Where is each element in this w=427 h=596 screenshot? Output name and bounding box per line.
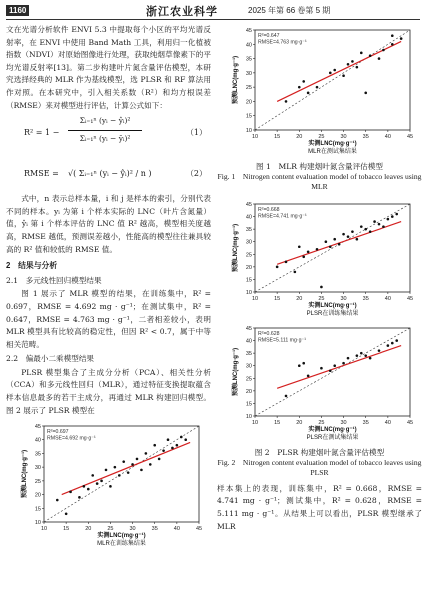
annotation-text: R²=0.668 — [258, 206, 280, 213]
y-tick-label: 40 — [34, 437, 41, 444]
paragraph-methods: 文在光谱分析软件 ENVI 5.3 中提取每个小区的平均光谱反射率，在 ENVI 中使用 Band Math 工具，利用归一化植被指数（NDVI）对原始图像进行处理，获取纯烟草像素下的平均光谱反射率[13]。第二步构建叶片氮含量评估模型，本研究选择经典的 MLR 作为基线模型，选 PLSR 和 RF 算法用作对照。在本研究中，引入相关系数（R²）和均方根误差（RMSE）来对模型进行评估，计算公式如下： — [6, 25, 211, 110]
paragraph-mlr: 图 1 展示了 MLR 模型的结果，在训练集中，R² = 0.697，RMSE = 4.692 mg · g⁻¹；在测试集中，R² = 0.647，RMSE = 4.763 mg · g⁻¹，二者相差较小，表明 MLR 模型具有比较高的稳定性，但因 R² < 0.7，属于中等相关范畴。 — [6, 289, 211, 349]
x-tick-label: 15 — [274, 420, 281, 427]
data-point — [395, 339, 398, 342]
data-point — [378, 350, 381, 353]
x-tick-label: 10 — [251, 295, 259, 302]
figure1-test-chart — [217, 24, 422, 161]
y-tick-label: 30 — [34, 465, 41, 472]
data-point — [378, 57, 381, 60]
left-column — [6, 24, 211, 553]
annotation-text: RMSE=4.741 mg·g⁻¹ — [258, 213, 307, 220]
data-point — [176, 444, 179, 447]
data-point — [145, 452, 148, 455]
data-point — [285, 260, 288, 263]
figure2-train-chart — [217, 198, 422, 323]
x-tick-label: 25 — [107, 526, 114, 533]
y-tick-label: 35 — [245, 56, 252, 63]
data-point — [378, 222, 381, 225]
x-tick-label: 45 — [406, 134, 414, 140]
x-axis-label: 实测LNC(mg·g⁻¹) — [308, 141, 357, 147]
x-tick-label: 20 — [296, 295, 303, 302]
fit-line — [62, 443, 190, 495]
issue-info: 2025 年第 66 卷第 5 期 — [248, 6, 331, 15]
data-point — [351, 230, 354, 233]
x-tick-label: 30 — [129, 526, 136, 533]
data-point — [391, 215, 394, 218]
data-point — [285, 395, 288, 398]
data-point — [338, 243, 341, 246]
equation-r2-denominator: Σᵢ₌₁ⁿ (yᵢ − ȳᵢ)² — [79, 133, 131, 143]
data-point — [171, 447, 174, 450]
y-tick-label: 10 — [245, 289, 252, 296]
equation-r2-numerator: Σᵢ₌₁ⁿ (yᵢ − ŷᵢ)² — [79, 116, 131, 126]
y-tick-label: 10 — [245, 128, 252, 134]
data-point — [180, 436, 183, 439]
annotation-text: RMSE=4.763 mg·g⁻¹ — [258, 39, 307, 46]
header-rule — [6, 19, 420, 20]
section-heading-results: 2 结果与分析 — [6, 261, 58, 271]
figure1-caption-cn: 图 1 MLR 构建烟叶氮含量评估模型 — [256, 161, 383, 171]
data-point — [382, 49, 385, 52]
chart-plsr-test — [217, 322, 422, 442]
y-tick-label: 30 — [245, 363, 252, 370]
chart-plsr-train — [217, 198, 422, 318]
y-tick-label: 15 — [34, 506, 41, 513]
y-tick-label: 15 — [245, 277, 252, 284]
chart-subtitle: MLR在训练集结果 — [97, 541, 146, 548]
data-point — [302, 80, 305, 83]
data-point — [298, 365, 301, 368]
x-axis-label: 实测LNC(mg·g⁻¹) — [308, 427, 357, 434]
x-tick-label: 35 — [362, 295, 369, 302]
y-tick-label: 45 — [245, 326, 252, 333]
subsection-heading-plsr: 2.2 偏最小二乘模型结果 — [6, 354, 95, 364]
annotation-text: R²=0.647 — [258, 33, 280, 39]
data-point — [356, 355, 359, 358]
data-point — [373, 220, 376, 223]
data-point — [298, 86, 301, 89]
data-point — [140, 469, 143, 472]
y-tick-label: 25 — [245, 251, 252, 258]
y-tick-label: 25 — [245, 85, 252, 92]
data-point — [333, 237, 336, 240]
y-tick-label: 15 — [245, 113, 252, 120]
data-point — [298, 245, 301, 248]
journal-title: 浙江农业科学 — [146, 5, 218, 18]
data-point — [96, 483, 99, 486]
figure2-caption-cn: 图 2 PLSR 构建烟叶氮含量评估模型 — [254, 447, 385, 457]
y-tick-label: 40 — [245, 42, 252, 49]
data-point — [400, 37, 403, 40]
data-point — [369, 357, 372, 360]
annotation-text: R²=0.628 — [258, 331, 280, 338]
data-point — [325, 240, 328, 243]
data-point — [105, 469, 108, 472]
equation-r2-number: （1） — [185, 128, 207, 138]
y-tick-label: 45 — [245, 28, 252, 34]
data-point — [122, 461, 125, 464]
y-tick-label: 20 — [245, 389, 252, 396]
y-tick-label: 30 — [245, 70, 252, 77]
equation-rmse — [6, 156, 211, 190]
annotation-text: RMSE=5.111 mg·g⁻¹ — [258, 337, 306, 344]
data-point — [307, 375, 310, 378]
equation-r2-lhs: R² = 1 − — [24, 128, 60, 138]
data-point — [320, 285, 323, 288]
chart-subtitle: PLSR在训练集结果 — [306, 310, 359, 317]
data-point — [329, 370, 332, 373]
x-tick-label: 30 — [340, 295, 347, 302]
x-tick-label: 15 — [63, 526, 70, 533]
data-point — [356, 237, 359, 240]
y-tick-label: 25 — [34, 479, 41, 486]
data-point — [333, 69, 336, 72]
data-point — [382, 225, 385, 228]
data-point — [184, 439, 187, 442]
x-tick-label: 25 — [318, 420, 325, 427]
x-tick-label: 10 — [251, 420, 259, 427]
data-point — [347, 235, 350, 238]
page-number: 1160 — [6, 5, 29, 16]
data-point — [109, 485, 112, 488]
data-point — [285, 100, 288, 103]
data-point — [167, 439, 170, 442]
data-point — [87, 488, 90, 491]
data-point — [302, 255, 305, 258]
data-point — [342, 362, 345, 365]
y-tick-label: 35 — [245, 351, 252, 358]
x-tick-label: 40 — [384, 134, 391, 140]
fit-line — [277, 346, 401, 389]
x-tick-label: 20 — [296, 134, 303, 140]
data-point — [56, 499, 59, 502]
data-point — [342, 74, 345, 77]
x-tick-label: 45 — [406, 420, 414, 427]
running-header — [0, 0, 427, 22]
data-point — [329, 245, 332, 248]
x-tick-label: 25 — [318, 295, 325, 302]
data-point — [351, 60, 354, 63]
data-point — [364, 355, 367, 358]
data-point — [91, 474, 94, 477]
data-point — [391, 34, 394, 37]
data-point — [294, 270, 297, 273]
y-axis-label: 预测LNC(mg·g⁻¹) — [233, 223, 239, 272]
data-point — [307, 92, 310, 95]
x-axis-label: 实测LNC(mg·g⁻¹) — [97, 533, 146, 540]
paragraph-plsr-results: 样本集上的表现，训练集中，R² = 0.668，RMSE = 4.741 mg · g⁻¹；测试集中，R² = 0.628，RMSE = 5.111 mg · g⁻¹。从结果上可以看出，PLSR 模型继承了 MLR — [217, 483, 422, 531]
data-point — [307, 250, 310, 253]
y-tick-label: 20 — [34, 492, 41, 499]
equation-r2 — [6, 115, 211, 153]
x-tick-label: 40 — [384, 420, 391, 427]
data-point — [360, 352, 363, 355]
data-point — [369, 54, 372, 57]
data-point — [276, 265, 279, 268]
data-point — [316, 86, 319, 89]
x-tick-label: 30 — [340, 420, 347, 427]
x-tick-label: 15 — [274, 295, 281, 302]
data-point — [369, 230, 372, 233]
x-tick-label: 35 — [362, 134, 369, 140]
data-point — [302, 362, 305, 365]
y-tick-label: 30 — [245, 239, 252, 246]
data-point — [360, 52, 363, 55]
figure2-caption-en: Fig. 2 Nitrogen content evaluation model of tobacco leaves using PLSR — [217, 457, 422, 477]
x-tick-label: 35 — [362, 420, 369, 427]
data-point — [114, 466, 117, 469]
data-point — [158, 458, 161, 461]
data-point — [387, 217, 390, 220]
y-tick-label: 45 — [245, 201, 252, 208]
y-tick-label: 10 — [245, 414, 252, 421]
annotation-text: R²=0.697 — [47, 429, 69, 436]
y-tick-label: 10 — [34, 520, 41, 527]
figure2-test-chart — [217, 322, 422, 447]
x-tick-label: 25 — [318, 134, 325, 140]
x-tick-label: 20 — [85, 526, 92, 533]
subsection-heading-mlr: 2.1 多元线性回归模型结果 — [6, 275, 102, 285]
x-axis-label: 实测LNC(mg·g⁻¹) — [308, 302, 357, 309]
data-point — [127, 472, 130, 475]
x-tick-label: 15 — [274, 134, 281, 140]
data-point — [316, 248, 319, 251]
data-point — [347, 63, 350, 66]
data-point — [329, 72, 332, 75]
y-tick-label: 40 — [245, 338, 252, 345]
x-tick-label: 10 — [40, 526, 48, 533]
data-point — [342, 232, 345, 235]
data-point — [395, 212, 398, 215]
data-point — [364, 227, 367, 230]
x-tick-label: 40 — [173, 526, 180, 533]
data-point — [153, 444, 156, 447]
data-point — [118, 474, 121, 477]
data-point — [360, 225, 363, 228]
data-point — [387, 344, 390, 347]
equation-rmse-lhs: RMSE = — [24, 169, 59, 179]
x-tick-label: 20 — [296, 420, 303, 427]
data-point — [69, 491, 72, 494]
data-point — [100, 480, 103, 483]
paragraph-variables: 式中，n 表示总样本量，i 和 j 是样本的索引，分别代表不同的样本。yᵢ 为第 i 个样本实际的 LNC（叶片含氮量）值，ŷᵢ 第 i 个样本评估的 LNC 值 R² 越高，模型相关度越高，RMSE 越低，预测误差越小，性能高的模型往往兼具较高的 R² 值和较低的 RMSE 值。 — [6, 194, 211, 254]
y-axis-label: 预测LNC(mg·g⁻¹) — [233, 348, 239, 397]
data-point — [162, 450, 165, 453]
paragraph-plsr: PLSR 模型集合了主成分分析（PCA）、相关性分析（CCA）和多元线性回归（MLR），通过特征变换提取蕴含样本信息最多的若干主成分，再通过 MLR 构建回归模型。图 2 展示了 PLSR 模型在 — [6, 367, 211, 415]
equation-r2-fraction — [68, 115, 142, 145]
chart-mlr-test — [217, 24, 422, 156]
y-tick-label: 45 — [34, 424, 41, 431]
data-point — [136, 458, 139, 461]
data-point — [364, 92, 367, 95]
y-tick-label: 35 — [34, 451, 41, 458]
right-column — [217, 24, 422, 533]
data-point — [333, 365, 336, 368]
annotation-text: RMSE=4.692 mg·g⁻¹ — [47, 435, 96, 442]
chart-subtitle: PLSR在测试集结果 — [306, 435, 359, 442]
data-point — [83, 485, 86, 488]
y-tick-label: 40 — [245, 214, 252, 221]
data-point — [391, 43, 394, 46]
x-tick-label: 10 — [251, 134, 259, 140]
equation-rmse-number: （2） — [185, 169, 207, 179]
data-point — [347, 357, 350, 360]
data-point — [320, 367, 323, 370]
x-tick-label: 30 — [340, 134, 347, 140]
chart-mlr-train — [6, 420, 211, 548]
figure1-train-chart — [6, 420, 211, 553]
y-tick-label: 25 — [245, 376, 252, 383]
data-point — [78, 496, 81, 499]
data-point — [131, 463, 134, 466]
data-point — [65, 513, 68, 516]
data-point — [149, 463, 152, 466]
data-point — [356, 66, 359, 69]
x-tick-label: 40 — [384, 295, 391, 302]
y-axis-label: 预测LNC(mg·g⁻¹) — [233, 55, 239, 105]
y-tick-label: 20 — [245, 99, 252, 106]
x-tick-label: 35 — [151, 526, 158, 533]
equation-rmse-body: √( Σᵢ₌₁ⁿ (yᵢ − ŷᵢ)² / n ) — [68, 169, 152, 179]
x-tick-label: 45 — [195, 526, 203, 533]
chart-subtitle: MLR在测试集结果 — [308, 149, 357, 155]
y-axis-label: 预测LNC(mg·g⁻¹) — [22, 450, 28, 499]
data-point — [391, 342, 394, 345]
y-tick-label: 15 — [245, 401, 252, 408]
y-tick-label: 35 — [245, 226, 252, 233]
x-tick-label: 45 — [406, 295, 414, 302]
y-tick-label: 20 — [245, 264, 252, 271]
figure1-caption-en: Fig. 1 Nitrogen content evaluation model of tobacco leaves using MLR — [217, 171, 422, 191]
